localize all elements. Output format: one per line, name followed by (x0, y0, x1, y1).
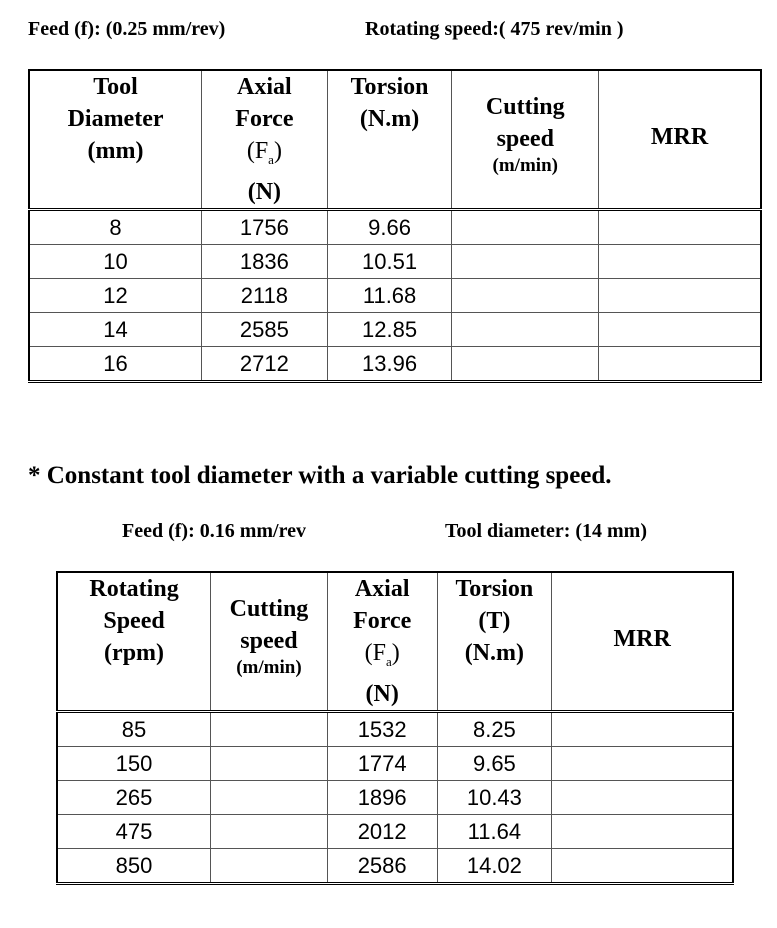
table-tool-diameter (28, 69, 762, 383)
cell-cutting-speed (452, 346, 599, 381)
cell-force: 2586 (327, 848, 437, 883)
cell-cutting-speed (211, 746, 328, 780)
cell-torsion: 13.96 (327, 346, 452, 381)
table-row (29, 312, 761, 346)
cell-diameter: 16 (29, 346, 202, 381)
table-row (57, 848, 733, 883)
cell-force: 2118 (202, 278, 328, 312)
cell-torsion: 9.66 (327, 209, 452, 244)
cell-force: 1756 (202, 209, 328, 244)
cell-torsion: 11.64 (437, 814, 552, 848)
cell-torsion: 9.65 (437, 746, 552, 780)
table-row (57, 711, 733, 746)
table-row (29, 278, 761, 312)
header-mrr: MRR (599, 70, 761, 209)
cell-mrr (599, 312, 761, 346)
cell-mrr (552, 711, 733, 746)
cell-mrr (552, 814, 733, 848)
cell-diameter: 12 (29, 278, 202, 312)
header-cutting-speed: Cutting speed (m/min) (452, 70, 599, 209)
cell-cutting-speed (211, 848, 328, 883)
cell-speed: 265 (57, 780, 211, 814)
feed-label-1: Feed (f): (0.25 mm/rev) (28, 18, 226, 40)
table-row (57, 814, 733, 848)
table-row (57, 780, 733, 814)
table-row (29, 346, 761, 381)
note-text: * Constant tool diameter with a variable cutting speed. (28, 462, 612, 489)
cell-force: 1896 (327, 780, 437, 814)
cell-torsion: 12.85 (327, 312, 452, 346)
cell-diameter: 10 (29, 244, 202, 278)
feed-label-2: Feed (f): 0.16 mm/rev (122, 520, 307, 542)
cell-force: 2012 (327, 814, 437, 848)
header-axial-force: Axial Force $(F_a)$ (N) (202, 70, 328, 209)
cell-cutting-speed (211, 780, 328, 814)
rotating-speed-label: Rotating speed:( 475 rev/min ) (365, 18, 624, 40)
cell-force: 1774 (327, 746, 437, 780)
table-row (29, 244, 761, 278)
cell-torsion: 11.68 (327, 278, 452, 312)
cell-mrr (599, 244, 761, 278)
cell-mrr (552, 746, 733, 780)
header-rotating-speed: Rotating Speed (rpm) (57, 572, 211, 711)
cell-speed: 150 (57, 746, 211, 780)
header-axial-force: Axial Force $(F_a)$ (N) (327, 572, 437, 711)
table2-header-row (57, 572, 733, 711)
table-rotating-speed (56, 571, 734, 885)
cell-cutting-speed (452, 209, 599, 244)
cell-cutting-speed (211, 814, 328, 848)
cell-torsion: 8.25 (437, 711, 552, 746)
header-torsion: Torsion (T) (N.m) (437, 572, 552, 711)
header-tool-diameter: Tool Diameter (mm) (29, 70, 202, 209)
header-mrr: MRR (552, 572, 733, 711)
cell-speed: 85 (57, 711, 211, 746)
cell-force: 2712 (202, 346, 328, 381)
cell-force: 1532 (327, 711, 437, 746)
table-row (57, 746, 733, 780)
tool-diameter-label: Tool diameter: (14 mm) (445, 520, 647, 542)
cell-torsion: 10.43 (437, 780, 552, 814)
cell-mrr (599, 209, 761, 244)
cell-diameter: 14 (29, 312, 202, 346)
table-row (29, 209, 761, 244)
cell-cutting-speed (452, 244, 599, 278)
cell-diameter: 8 (29, 209, 202, 244)
cell-mrr (599, 278, 761, 312)
cell-force: 1836 (202, 244, 328, 278)
cell-mrr (599, 346, 761, 381)
cell-torsion: 14.02 (437, 848, 552, 883)
header-torsion: Torsion (N.m) (327, 70, 452, 209)
cell-cutting-speed (452, 278, 599, 312)
cell-force: 2585 (202, 312, 328, 346)
cell-cutting-speed (452, 312, 599, 346)
cell-mrr (552, 780, 733, 814)
table1-header-row (29, 70, 761, 209)
cell-torsion: 10.51 (327, 244, 452, 278)
cell-cutting-speed (211, 711, 328, 746)
cell-speed: 475 (57, 814, 211, 848)
cell-mrr (552, 848, 733, 883)
cell-speed: 850 (57, 848, 211, 883)
header-cutting-speed: Cutting speed (m/min) (211, 572, 328, 711)
